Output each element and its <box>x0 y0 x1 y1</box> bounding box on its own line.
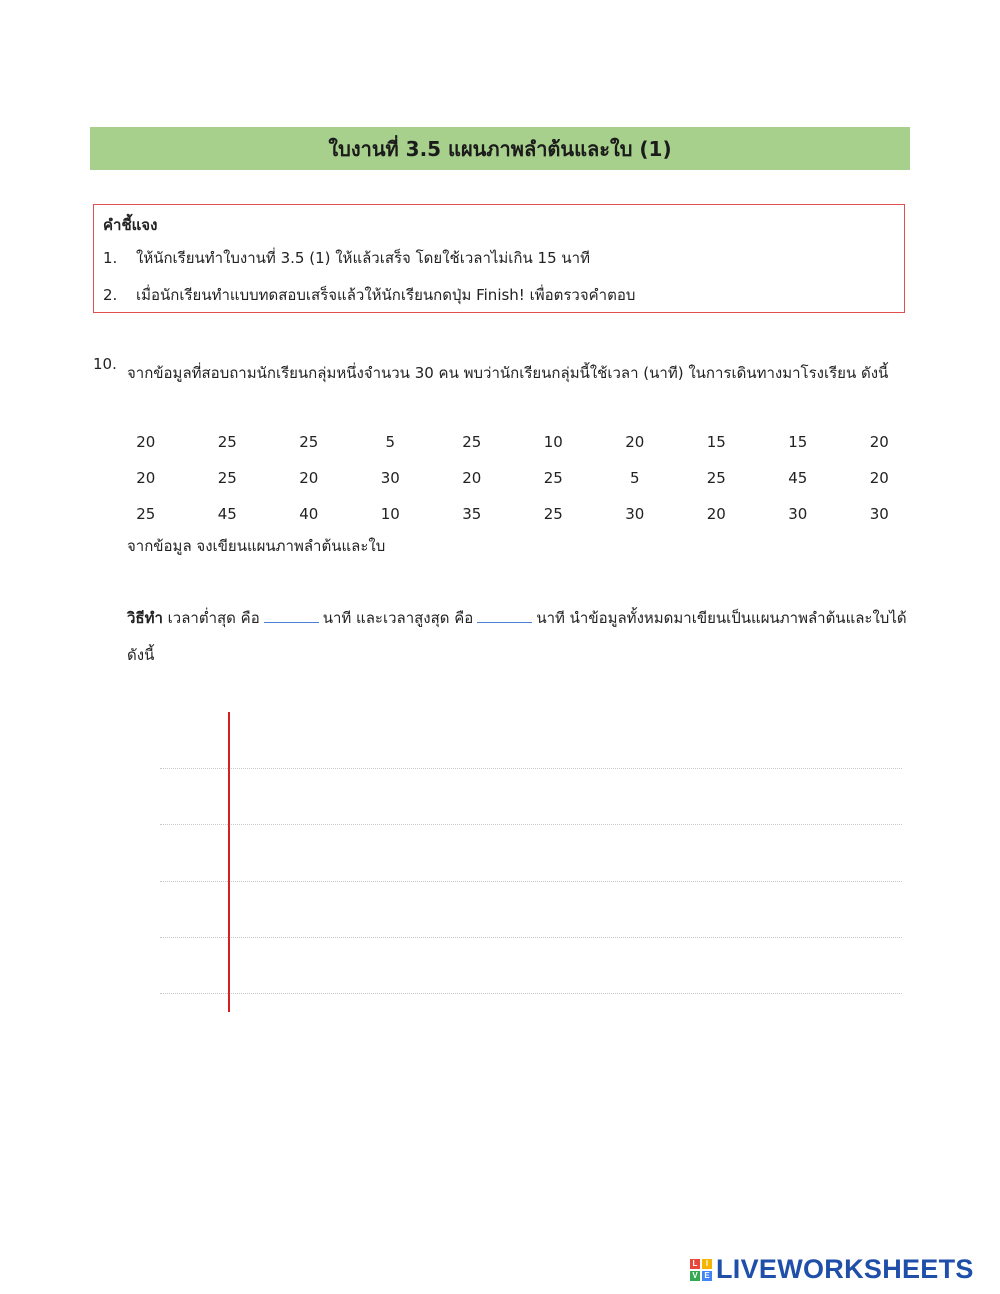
instruction-text: เมื่อนักเรียนทำแบบทดสอบเสร็จแล้วให้นักเรียนกดปุ่ม Finish! เพื่อตรวจคำตอบ <box>136 286 636 304</box>
data-value: 40 <box>299 505 319 523</box>
data-value: 20 <box>625 433 645 451</box>
data-table <box>105 424 920 532</box>
logo-mark-tile: L <box>690 1259 700 1269</box>
data-value: 5 <box>629 469 640 487</box>
logo-mark-tile: I <box>702 1259 712 1269</box>
worksheet-title: ใบงานที่ 3.5 แผนภาพลำต้นและใบ (1) <box>90 127 910 170</box>
data-value: 25 <box>217 469 237 487</box>
data-value: 15 <box>706 433 726 451</box>
logo-mark-tile: E <box>702 1271 712 1281</box>
data-value: 30 <box>380 469 400 487</box>
solution-text-1: เวลาต่ำสุด คือ <box>167 609 260 627</box>
liveworksheets-logo <box>690 1254 974 1285</box>
question-number: 10. <box>93 355 117 373</box>
instruction-item-2 <box>103 283 635 307</box>
data-value: 25 <box>462 433 482 451</box>
data-value: 45 <box>788 469 808 487</box>
data-row <box>105 424 920 460</box>
data-value: 25 <box>299 433 319 451</box>
data-value: 30 <box>869 505 889 523</box>
solution-label: วิธีทำ <box>127 609 163 627</box>
data-row <box>105 496 920 532</box>
data-value: 25 <box>543 469 563 487</box>
instruction-text: ให้นักเรียนทำใบงานที่ 3.5 (1) ให้แล้วเสร็จ โดยใช้เวลาไม่เกิน 15 นาที <box>136 249 590 267</box>
answer-line[interactable] <box>160 881 902 882</box>
answer-line[interactable] <box>160 937 902 938</box>
instruction-number: 1. <box>103 249 118 267</box>
answer-line[interactable] <box>160 768 902 769</box>
question-text: จากข้อมูลที่สอบถามนักเรียนกลุ่มหนึ่งจำนวน 30 คน พบว่านักเรียนกลุ่มนี้ใช้เวลา (นาที) ในการเดินทางมาโรงเรียน ดังนี้ <box>127 364 889 382</box>
data-row <box>105 460 920 496</box>
min-time-answer-field[interactable] <box>264 606 319 623</box>
question-instruction: จากข้อมูล จงเขียนแผนภาพลำต้นและใบ <box>127 537 386 555</box>
data-value: 45 <box>217 505 237 523</box>
solution-text-3: นาที นำข้อมูลทั้งหมดมาเขียนเป็นแผนภาพลำต้นและใบได้ดังนี้ <box>127 609 907 664</box>
data-value: 25 <box>217 433 237 451</box>
solution-text-2: นาที และเวลาสูงสุด คือ <box>322 609 474 627</box>
logo-mark-tile: V <box>690 1271 700 1281</box>
instructions-box <box>93 204 905 313</box>
logo-text: LIVEWORKSHEETS <box>716 1254 974 1284</box>
data-value: 10 <box>380 505 400 523</box>
data-value: 20 <box>299 469 319 487</box>
data-value: 30 <box>625 505 645 523</box>
logo-mark-icon <box>690 1259 712 1281</box>
instruction-number: 2. <box>103 286 118 304</box>
data-value: 20 <box>136 433 156 451</box>
data-value: 15 <box>788 433 808 451</box>
data-value: 20 <box>706 505 726 523</box>
data-value: 30 <box>788 505 808 523</box>
answer-line[interactable] <box>160 993 902 994</box>
data-value: 35 <box>462 505 482 523</box>
data-value: 25 <box>706 469 726 487</box>
data-value: 10 <box>543 433 563 451</box>
answer-line[interactable] <box>160 824 902 825</box>
solution-paragraph <box>127 600 917 674</box>
data-value: 20 <box>869 469 889 487</box>
data-value: 20 <box>869 433 889 451</box>
max-time-answer-field[interactable] <box>477 606 532 623</box>
stem-divider-line <box>228 712 230 1012</box>
data-value: 20 <box>136 469 156 487</box>
data-value: 20 <box>462 469 482 487</box>
instructions-heading: คำชี้แจง <box>103 216 158 234</box>
instruction-item-1 <box>103 246 590 270</box>
data-value: 25 <box>543 505 563 523</box>
stem-and-leaf-answer-area[interactable] <box>160 712 902 1014</box>
data-value: 5 <box>385 433 396 451</box>
data-value: 25 <box>136 505 156 523</box>
